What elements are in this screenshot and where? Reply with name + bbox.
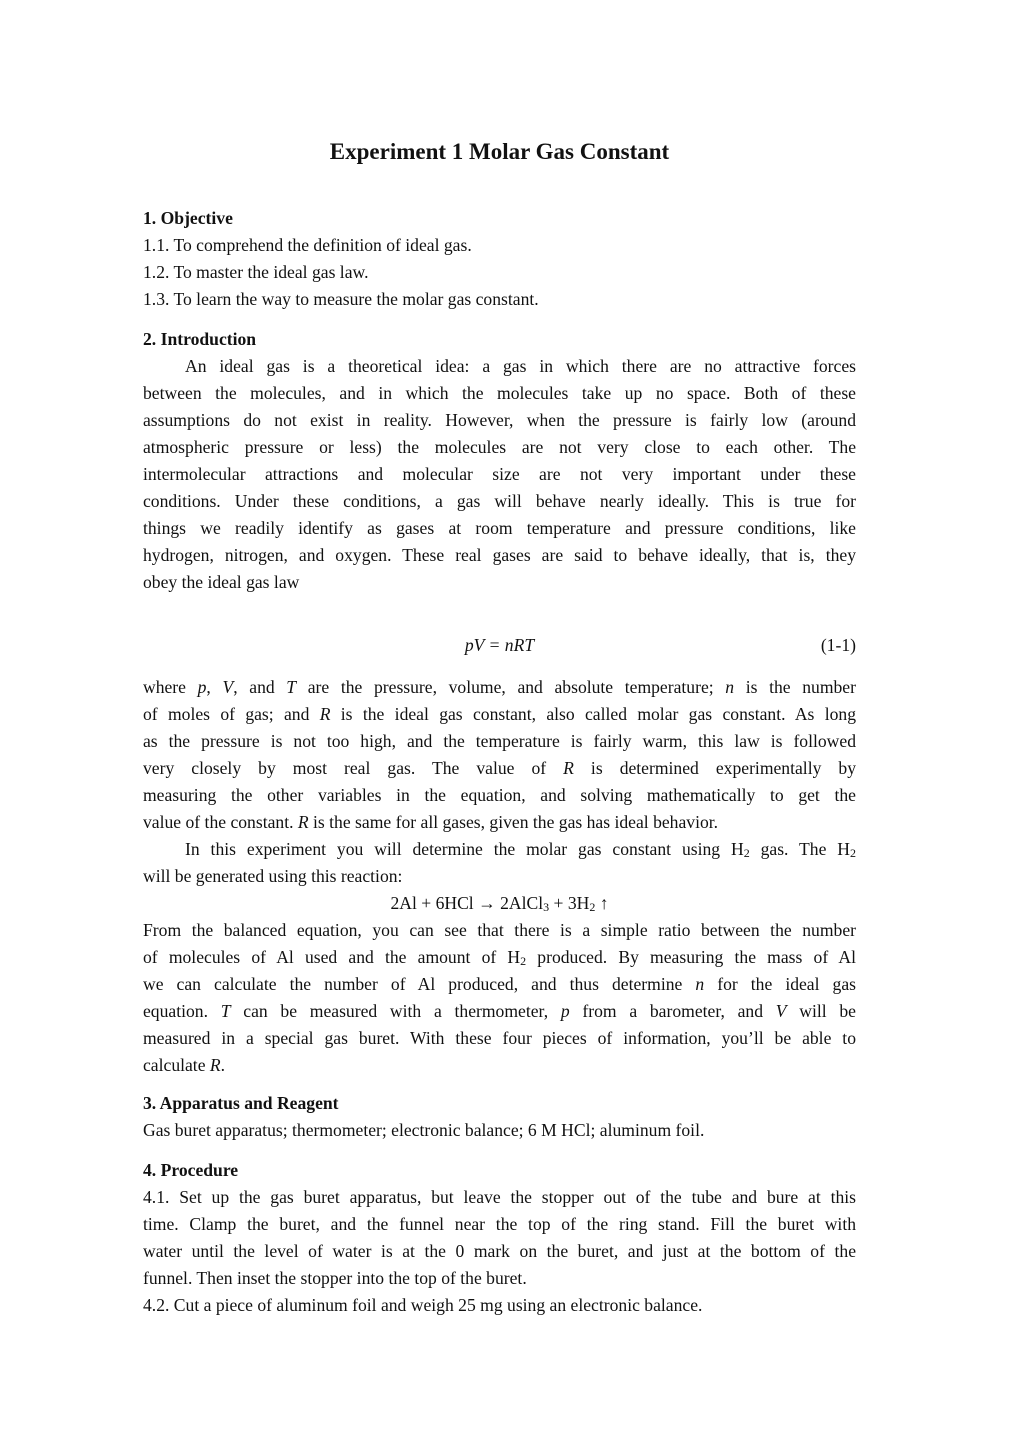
- equation-number: (1-1): [820, 635, 856, 655]
- intro-paragraph-line: hydrogen, nitrogen, and oxygen. These real gases are said to behave ideally, that is, they: [143, 545, 856, 565]
- intro-paragraph-line: equation. T can be measured with a thermometer, p from a barometer, and V will be: [143, 1001, 856, 1021]
- intro-paragraph-line: we can calculate the number of Al produced, and thus determine n for the ideal gas: [143, 974, 857, 994]
- intro-paragraph-line: In this experiment you will determine the molar gas constant using $H_2$ gas. The $H_2$: [185, 839, 856, 860]
- introduction-heading: 2. Introduction: [143, 329, 257, 349]
- intro-paragraph-line: intermolecular attractions and molecular size are not very important under these: [143, 464, 856, 484]
- intro-paragraph-line: conditions. Under these conditions, a gas will behave nearly ideally. This is true for: [143, 491, 856, 511]
- intro-paragraph-line: things we readily identify as gases at room temperature and pressure conditions, like: [143, 518, 856, 538]
- procedure-line: time. Clamp the buret, and the funnel near the top of the ring stand. Fill the buret with: [143, 1214, 856, 1234]
- introduction-section: [143, 326, 856, 596]
- procedure-line: water until the level of water is at the 0 mark on the buret, and just at the bottom of the: [143, 1241, 856, 1261]
- intro-paragraph-line: obey the ideal gas law: [143, 572, 300, 592]
- intro-paragraph-line: of moles of gas; and R is the ideal gas constant, also called molar gas constant. As long: [143, 704, 857, 724]
- objective-item: 1.2. To master the ideal gas law.: [143, 262, 369, 282]
- intro-paragraph-line: between the molecules, and in which the molecules take up no space. Both of these: [143, 383, 856, 403]
- objective-heading: 1. Objective: [143, 208, 233, 228]
- apparatus-heading: 3. Apparatus and Reagent: [143, 1093, 339, 1113]
- intro-paragraph-line: From the balanced equation, you can see that there is a simple ratio between the number: [143, 920, 856, 940]
- procedure-line: 4.2. Cut a piece of aluminum foil and weigh 25 mg using an electronic balance.: [143, 1295, 703, 1315]
- apparatus-text: Gas buret apparatus; thermometer; electronic balance; 6 M HCl; aluminum foil.: [143, 1120, 705, 1140]
- intro-paragraph-line: measuring the other variables in the equation, and solving mathematically to get the: [143, 785, 856, 805]
- intro-paragraph-line: assumptions do not exist in reality. However, when the pressure is fairly low (around: [143, 410, 856, 430]
- objective-item: 1.3. To learn the way to measure the molar gas constant.: [143, 289, 539, 309]
- intro-paragraph-line: calculate R.: [143, 1055, 226, 1075]
- reaction-equation: 2Al + 6HCl → 2AlCl$_3$ + $3H_2$ ↑: [390, 893, 609, 914]
- procedure-line: funnel. Then inset the stopper into the top of the buret.: [143, 1268, 527, 1288]
- intro-paragraph-line: where p, V, and T are the pressure, volume, and absolute temperature; n is the number: [143, 677, 856, 697]
- apparatus-section: [143, 1090, 856, 1144]
- intro-paragraph-line: will be generated using this reaction:: [143, 866, 403, 886]
- intro-paragraph-line: very closely by most real gas. The value of R is determined experimentally by: [143, 758, 856, 778]
- ideal-gas-equation: pV = nRT: [464, 635, 535, 655]
- procedure-line: 4.1. Set up the gas buret apparatus, but leave the stopper out of the tube and bure at this: [143, 1187, 856, 1207]
- equation-row: [143, 632, 856, 659]
- objective-item: 1.1. To comprehend the definition of ideal gas.: [143, 235, 472, 255]
- page-title: Experiment 1 Molar Gas Constant: [329, 139, 670, 164]
- intro-paragraph-line: measured in a special gas buret. With these four pieces of information, you’ll be able to: [143, 1028, 856, 1048]
- intro-paragraph-2: [143, 674, 856, 1079]
- procedure-section: [143, 1157, 856, 1319]
- intro-paragraph-line: atmospheric pressure or less) the molecules are not very close to each other. The: [143, 437, 856, 457]
- intro-paragraph-line: of molecules of Al used and the amount of $H_2$ produced. By measuring the mass of Al: [143, 947, 856, 968]
- procedure-heading: 4. Procedure: [143, 1160, 239, 1180]
- intro-paragraph-line: value of the constant. R is the same for all gases, given the gas has ideal behavior.: [143, 812, 719, 832]
- intro-paragraph-line: as the pressure is not too high, and the temperature is fairly warm, this law is followed: [143, 731, 856, 751]
- objective-section: [143, 205, 856, 313]
- intro-paragraph-line: An ideal gas is a theoretical idea: a gas in which there are no attractive forces: [185, 356, 856, 376]
